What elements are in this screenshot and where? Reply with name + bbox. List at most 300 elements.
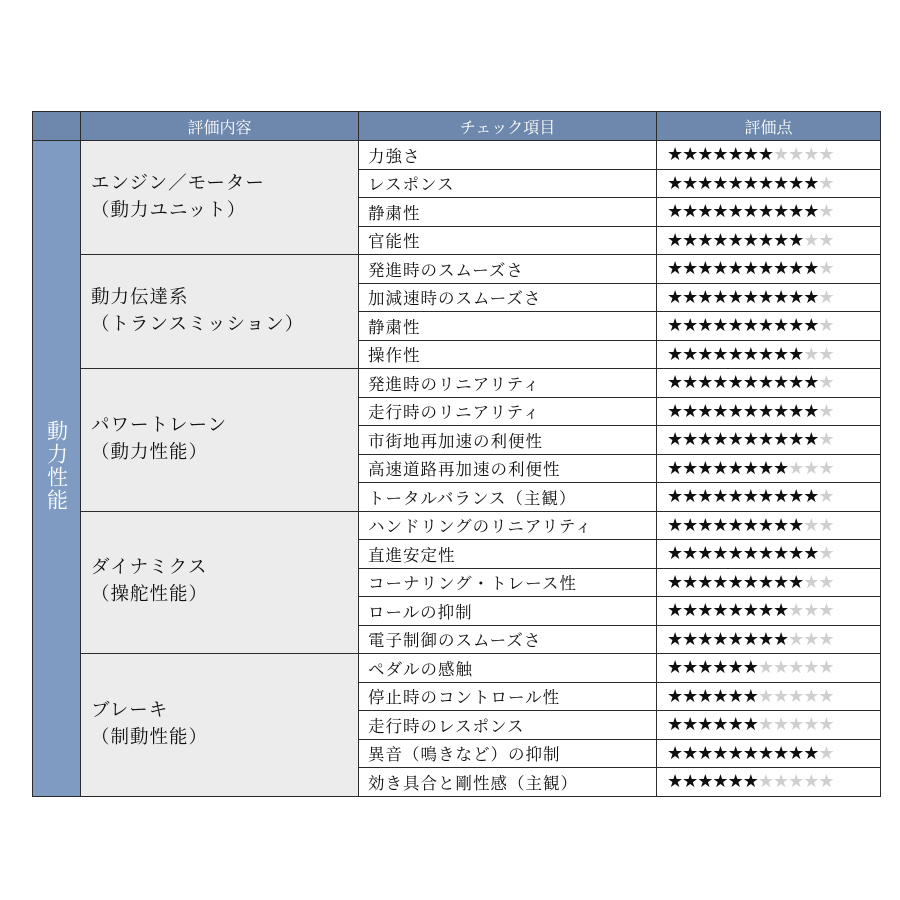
star-filled-icon: ★ <box>712 543 728 565</box>
star-filled-icon: ★ <box>772 258 789 280</box>
star-filled-icon: ★ <box>788 514 804 536</box>
star-empty-icon: ★ <box>818 571 834 593</box>
rating-cell <box>657 369 881 398</box>
star-filled-icon: ★ <box>772 514 789 536</box>
star-filled-icon: ★ <box>727 571 743 593</box>
star-empty-icon: ★ <box>803 571 819 593</box>
star-filled-icon: ★ <box>697 600 713 622</box>
star-filled-icon: ★ <box>757 372 773 394</box>
star-rating <box>667 714 834 735</box>
star-filled-icon: ★ <box>697 771 713 793</box>
header-check-item: チェック項目 <box>359 112 657 141</box>
star-filled-icon: ★ <box>742 543 758 565</box>
star-empty-icon: ★ <box>803 514 819 536</box>
star-filled-icon: ★ <box>742 429 758 451</box>
evaluation-table <box>32 111 881 797</box>
star-filled-icon: ★ <box>727 514 743 536</box>
star-filled-icon: ★ <box>682 742 698 764</box>
star-empty-icon: ★ <box>788 600 804 622</box>
star-empty-icon: ★ <box>772 714 789 736</box>
star-filled-icon: ★ <box>803 400 819 422</box>
star-filled-icon: ★ <box>667 286 683 308</box>
star-filled-icon: ★ <box>682 258 698 280</box>
check-item-label: 力強さ <box>359 141 657 170</box>
star-rating <box>667 201 834 222</box>
star-filled-icon: ★ <box>697 457 713 479</box>
star-filled-icon: ★ <box>757 258 773 280</box>
star-empty-icon: ★ <box>803 144 819 166</box>
check-item-label: 直進安定性 <box>359 540 657 569</box>
star-filled-icon: ★ <box>682 543 698 565</box>
category-name: 動力伝達系 <box>91 286 189 308</box>
star-filled-icon: ★ <box>757 514 773 536</box>
star-filled-icon: ★ <box>727 172 743 194</box>
star-filled-icon: ★ <box>742 229 758 251</box>
star-filled-icon: ★ <box>682 372 698 394</box>
star-filled-icon: ★ <box>727 315 743 337</box>
star-filled-icon: ★ <box>712 286 728 308</box>
star-filled-icon: ★ <box>712 486 728 508</box>
star-filled-icon: ★ <box>667 144 683 166</box>
check-item-label: 静粛性 <box>359 198 657 227</box>
star-filled-icon: ★ <box>697 685 713 707</box>
star-filled-icon: ★ <box>727 714 743 736</box>
star-filled-icon: ★ <box>803 543 819 565</box>
star-filled-icon: ★ <box>667 229 683 251</box>
star-filled-icon: ★ <box>667 628 683 650</box>
star-filled-icon: ★ <box>727 457 743 479</box>
rating-cell <box>657 768 881 797</box>
star-filled-icon: ★ <box>697 514 713 536</box>
star-rating <box>667 258 834 279</box>
star-rating <box>667 486 834 507</box>
star-filled-icon: ★ <box>682 172 698 194</box>
star-filled-icon: ★ <box>712 315 728 337</box>
star-filled-icon: ★ <box>757 201 773 223</box>
star-filled-icon: ★ <box>742 457 758 479</box>
rating-cell <box>657 141 881 170</box>
star-filled-icon: ★ <box>788 286 804 308</box>
star-filled-icon: ★ <box>727 657 743 679</box>
star-empty-icon: ★ <box>772 771 789 793</box>
table-row <box>33 654 881 683</box>
star-rating <box>667 629 834 650</box>
star-filled-icon: ★ <box>803 201 819 223</box>
star-empty-icon: ★ <box>788 771 804 793</box>
star-filled-icon: ★ <box>712 372 728 394</box>
star-filled-icon: ★ <box>712 685 728 707</box>
star-filled-icon: ★ <box>803 286 819 308</box>
category-subtitle: （操舵性能） <box>91 584 209 606</box>
star-rating <box>667 372 834 393</box>
star-empty-icon: ★ <box>803 714 819 736</box>
category-cell <box>81 141 359 255</box>
star-empty-icon: ★ <box>818 372 834 394</box>
star-filled-icon: ★ <box>682 457 698 479</box>
star-empty-icon: ★ <box>803 343 819 365</box>
star-filled-icon: ★ <box>757 315 773 337</box>
star-filled-icon: ★ <box>727 400 743 422</box>
star-rating <box>667 543 834 564</box>
star-filled-icon: ★ <box>757 343 773 365</box>
star-filled-icon: ★ <box>727 144 743 166</box>
star-filled-icon: ★ <box>697 486 713 508</box>
star-empty-icon: ★ <box>772 144 789 166</box>
star-filled-icon: ★ <box>757 628 773 650</box>
star-filled-icon: ★ <box>667 486 683 508</box>
star-rating <box>667 686 834 707</box>
star-filled-icon: ★ <box>757 229 773 251</box>
star-filled-icon: ★ <box>788 400 804 422</box>
table-row <box>33 369 881 398</box>
star-filled-icon: ★ <box>727 600 743 622</box>
star-empty-icon: ★ <box>788 457 804 479</box>
star-filled-icon: ★ <box>727 429 743 451</box>
star-filled-icon: ★ <box>667 685 683 707</box>
star-filled-icon: ★ <box>788 486 804 508</box>
star-filled-icon: ★ <box>742 742 758 764</box>
star-filled-icon: ★ <box>667 714 683 736</box>
star-empty-icon: ★ <box>818 201 834 223</box>
rating-cell <box>657 511 881 540</box>
rating-cell <box>657 397 881 426</box>
star-filled-icon: ★ <box>712 571 728 593</box>
star-filled-icon: ★ <box>682 714 698 736</box>
star-filled-icon: ★ <box>742 628 758 650</box>
star-rating <box>667 429 834 450</box>
star-empty-icon: ★ <box>788 714 804 736</box>
star-empty-icon: ★ <box>772 685 789 707</box>
category-subtitle: （動力ユニット） <box>91 199 247 221</box>
star-filled-icon: ★ <box>712 771 728 793</box>
star-filled-icon: ★ <box>803 742 819 764</box>
star-filled-icon: ★ <box>712 229 728 251</box>
check-item-label: 操作性 <box>359 340 657 369</box>
star-filled-icon: ★ <box>697 571 713 593</box>
table-row <box>33 255 881 284</box>
star-filled-icon: ★ <box>772 571 789 593</box>
table-body <box>33 141 881 797</box>
star-filled-icon: ★ <box>697 543 713 565</box>
side-section-label: 動力性能 <box>44 420 69 513</box>
star-filled-icon: ★ <box>682 486 698 508</box>
star-empty-icon: ★ <box>818 514 834 536</box>
rating-cell <box>657 739 881 768</box>
category-cell <box>81 654 359 797</box>
star-filled-icon: ★ <box>742 258 758 280</box>
star-filled-icon: ★ <box>742 172 758 194</box>
star-rating <box>667 657 834 678</box>
star-filled-icon: ★ <box>682 343 698 365</box>
star-rating <box>667 144 834 165</box>
category-cell <box>81 255 359 369</box>
star-filled-icon: ★ <box>697 229 713 251</box>
rating-cell <box>657 483 881 512</box>
rating-cell <box>657 169 881 198</box>
rating-cell <box>657 198 881 227</box>
star-filled-icon: ★ <box>697 742 713 764</box>
star-filled-icon: ★ <box>667 600 683 622</box>
star-filled-icon: ★ <box>712 201 728 223</box>
star-filled-icon: ★ <box>682 657 698 679</box>
star-filled-icon: ★ <box>742 657 758 679</box>
category-subtitle: （動力性能） <box>91 441 209 463</box>
star-filled-icon: ★ <box>742 144 758 166</box>
star-filled-icon: ★ <box>697 315 713 337</box>
header-row <box>33 112 881 141</box>
star-filled-icon: ★ <box>697 628 713 650</box>
star-filled-icon: ★ <box>788 343 804 365</box>
star-filled-icon: ★ <box>788 229 804 251</box>
table-row <box>33 141 881 170</box>
star-filled-icon: ★ <box>667 457 683 479</box>
star-filled-icon: ★ <box>727 286 743 308</box>
check-item-label: 発進時のリニアリティ <box>359 369 657 398</box>
check-item-label: 停止時のコントロール性 <box>359 682 657 711</box>
check-item-label: ペダルの感触 <box>359 654 657 683</box>
check-item-label: コーナリング・トレース性 <box>359 568 657 597</box>
rating-cell <box>657 711 881 740</box>
star-filled-icon: ★ <box>667 400 683 422</box>
star-filled-icon: ★ <box>757 429 773 451</box>
star-filled-icon: ★ <box>727 486 743 508</box>
check-item-label: 加減速時のスムーズさ <box>359 283 657 312</box>
star-rating <box>667 344 834 365</box>
star-filled-icon: ★ <box>788 201 804 223</box>
star-filled-icon: ★ <box>697 400 713 422</box>
rating-cell <box>657 682 881 711</box>
star-empty-icon: ★ <box>818 742 834 764</box>
star-filled-icon: ★ <box>742 315 758 337</box>
star-empty-icon: ★ <box>788 657 804 679</box>
star-filled-icon: ★ <box>742 372 758 394</box>
category-name: パワートレーン <box>91 414 228 436</box>
star-filled-icon: ★ <box>727 685 743 707</box>
star-filled-icon: ★ <box>712 400 728 422</box>
star-filled-icon: ★ <box>682 229 698 251</box>
star-filled-icon: ★ <box>772 315 789 337</box>
star-empty-icon: ★ <box>788 628 804 650</box>
star-empty-icon: ★ <box>818 286 834 308</box>
star-rating <box>667 743 834 764</box>
category-name: エンジン／モーター <box>91 172 265 194</box>
category-cell <box>81 511 359 654</box>
star-empty-icon: ★ <box>818 714 834 736</box>
check-item-label: 効き具合と剛性感（主観） <box>359 768 657 797</box>
star-rating <box>667 401 834 422</box>
star-filled-icon: ★ <box>727 628 743 650</box>
star-rating <box>667 230 834 251</box>
star-filled-icon: ★ <box>682 286 698 308</box>
star-filled-icon: ★ <box>682 144 698 166</box>
star-filled-icon: ★ <box>757 457 773 479</box>
check-item-label: ロールの抑制 <box>359 597 657 626</box>
star-filled-icon: ★ <box>788 315 804 337</box>
star-empty-icon: ★ <box>818 172 834 194</box>
star-empty-icon: ★ <box>803 657 819 679</box>
star-empty-icon: ★ <box>788 144 804 166</box>
star-filled-icon: ★ <box>682 201 698 223</box>
star-filled-icon: ★ <box>757 600 773 622</box>
star-filled-icon: ★ <box>712 742 728 764</box>
check-item-label: 市街地再加速の利便性 <box>359 426 657 455</box>
star-filled-icon: ★ <box>757 742 773 764</box>
star-filled-icon: ★ <box>742 571 758 593</box>
side-section-cell <box>33 141 81 797</box>
star-filled-icon: ★ <box>682 429 698 451</box>
category-subtitle: （制動性能） <box>91 726 209 748</box>
star-filled-icon: ★ <box>697 172 713 194</box>
star-filled-icon: ★ <box>712 600 728 622</box>
star-filled-icon: ★ <box>712 429 728 451</box>
star-filled-icon: ★ <box>712 343 728 365</box>
star-filled-icon: ★ <box>772 600 789 622</box>
category-name: ダイナミクス <box>91 557 208 579</box>
star-filled-icon: ★ <box>712 258 728 280</box>
star-empty-icon: ★ <box>757 685 773 707</box>
star-filled-icon: ★ <box>727 771 743 793</box>
star-filled-icon: ★ <box>682 685 698 707</box>
check-item-label: トータルバランス（主観） <box>359 483 657 512</box>
star-empty-icon: ★ <box>818 144 834 166</box>
star-filled-icon: ★ <box>697 372 713 394</box>
check-item-label: ハンドリングのリニアリティ <box>359 511 657 540</box>
category-name: ブレーキ <box>91 699 169 721</box>
star-filled-icon: ★ <box>757 144 773 166</box>
star-filled-icon: ★ <box>742 486 758 508</box>
star-filled-icon: ★ <box>788 429 804 451</box>
star-filled-icon: ★ <box>742 343 758 365</box>
star-filled-icon: ★ <box>697 714 713 736</box>
star-filled-icon: ★ <box>772 457 789 479</box>
rating-cell <box>657 312 881 341</box>
star-filled-icon: ★ <box>788 372 804 394</box>
star-filled-icon: ★ <box>727 229 743 251</box>
star-empty-icon: ★ <box>818 600 834 622</box>
star-empty-icon: ★ <box>803 771 819 793</box>
star-filled-icon: ★ <box>803 486 819 508</box>
star-filled-icon: ★ <box>772 486 789 508</box>
star-filled-icon: ★ <box>712 172 728 194</box>
star-filled-icon: ★ <box>682 514 698 536</box>
star-filled-icon: ★ <box>667 343 683 365</box>
star-filled-icon: ★ <box>772 742 789 764</box>
star-empty-icon: ★ <box>818 229 834 251</box>
star-filled-icon: ★ <box>772 429 789 451</box>
rating-cell <box>657 625 881 654</box>
star-empty-icon: ★ <box>757 771 773 793</box>
rating-cell <box>657 540 881 569</box>
star-filled-icon: ★ <box>667 742 683 764</box>
star-filled-icon: ★ <box>667 429 683 451</box>
star-filled-icon: ★ <box>667 372 683 394</box>
header-category: 評価内容 <box>81 112 359 141</box>
header-blank-cell <box>33 112 81 141</box>
rating-cell <box>657 654 881 683</box>
rating-cell <box>657 597 881 626</box>
star-empty-icon: ★ <box>818 486 834 508</box>
star-filled-icon: ★ <box>772 628 789 650</box>
star-filled-icon: ★ <box>772 543 789 565</box>
star-empty-icon: ★ <box>818 657 834 679</box>
star-empty-icon: ★ <box>803 229 819 251</box>
star-rating <box>667 287 834 308</box>
star-filled-icon: ★ <box>697 429 713 451</box>
star-filled-icon: ★ <box>757 543 773 565</box>
star-rating <box>667 315 834 336</box>
star-filled-icon: ★ <box>772 201 789 223</box>
star-filled-icon: ★ <box>697 657 713 679</box>
star-filled-icon: ★ <box>803 372 819 394</box>
star-filled-icon: ★ <box>742 514 758 536</box>
rating-cell <box>657 568 881 597</box>
star-filled-icon: ★ <box>727 201 743 223</box>
star-rating <box>667 572 834 593</box>
star-filled-icon: ★ <box>682 628 698 650</box>
check-item-label: 異音（鳴きなど）の抑制 <box>359 739 657 768</box>
star-filled-icon: ★ <box>803 258 819 280</box>
star-filled-icon: ★ <box>803 315 819 337</box>
star-filled-icon: ★ <box>742 286 758 308</box>
star-empty-icon: ★ <box>803 457 819 479</box>
star-rating <box>667 771 834 792</box>
star-filled-icon: ★ <box>682 571 698 593</box>
star-rating <box>667 515 834 536</box>
star-filled-icon: ★ <box>667 172 683 194</box>
header-rating: 評価点 <box>657 112 881 141</box>
star-empty-icon: ★ <box>757 657 773 679</box>
star-filled-icon: ★ <box>772 372 789 394</box>
star-filled-icon: ★ <box>682 600 698 622</box>
star-filled-icon: ★ <box>742 685 758 707</box>
star-filled-icon: ★ <box>712 457 728 479</box>
star-filled-icon: ★ <box>667 571 683 593</box>
star-filled-icon: ★ <box>742 771 758 793</box>
star-filled-icon: ★ <box>772 172 789 194</box>
star-filled-icon: ★ <box>788 742 804 764</box>
check-item-label: 走行時のレスポンス <box>359 711 657 740</box>
star-filled-icon: ★ <box>788 258 804 280</box>
star-empty-icon: ★ <box>803 685 819 707</box>
star-filled-icon: ★ <box>788 543 804 565</box>
check-item-label: 高速道路再加速の利便性 <box>359 454 657 483</box>
star-filled-icon: ★ <box>772 229 789 251</box>
star-filled-icon: ★ <box>667 657 683 679</box>
star-filled-icon: ★ <box>697 258 713 280</box>
star-rating <box>667 600 834 621</box>
star-empty-icon: ★ <box>818 457 834 479</box>
star-filled-icon: ★ <box>667 543 683 565</box>
star-filled-icon: ★ <box>697 343 713 365</box>
check-item-label: 走行時のリニアリティ <box>359 397 657 426</box>
star-filled-icon: ★ <box>682 315 698 337</box>
star-filled-icon: ★ <box>667 771 683 793</box>
star-filled-icon: ★ <box>757 286 773 308</box>
rating-cell <box>657 340 881 369</box>
star-filled-icon: ★ <box>667 514 683 536</box>
star-filled-icon: ★ <box>727 742 743 764</box>
star-filled-icon: ★ <box>682 400 698 422</box>
star-filled-icon: ★ <box>803 429 819 451</box>
star-filled-icon: ★ <box>727 258 743 280</box>
category-subtitle: （トランスミッション） <box>91 313 305 335</box>
rating-cell <box>657 283 881 312</box>
star-empty-icon: ★ <box>818 771 834 793</box>
star-empty-icon: ★ <box>818 315 834 337</box>
star-empty-icon: ★ <box>818 685 834 707</box>
star-empty-icon: ★ <box>818 628 834 650</box>
star-empty-icon: ★ <box>803 628 819 650</box>
